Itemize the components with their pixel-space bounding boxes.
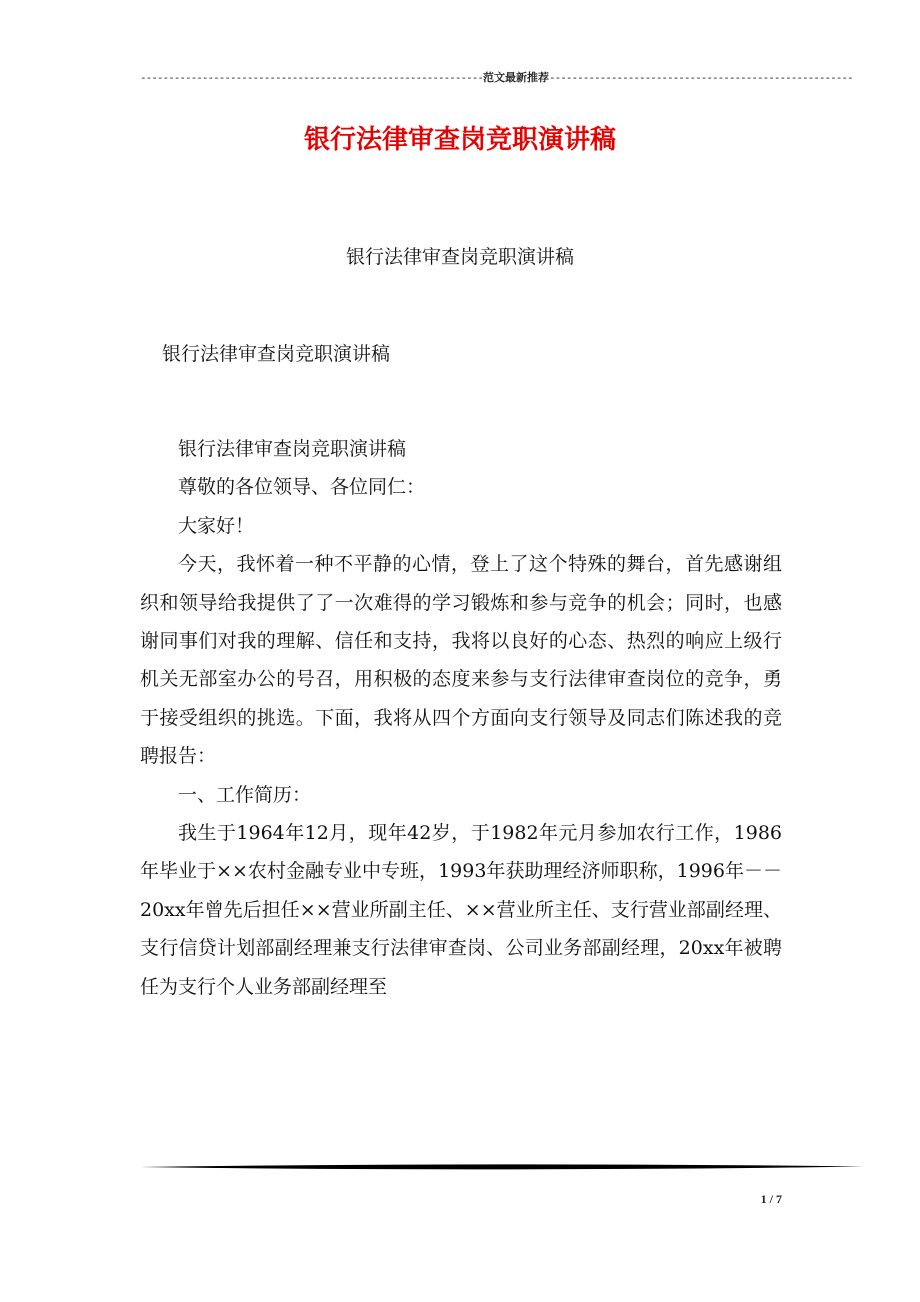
document-title: 银行法律审查岗竞职演讲稿 [303, 125, 616, 155]
document-body [140, 430, 782, 1006]
body-paragraph: 银行法律审查岗竞职演讲稿 [178, 438, 407, 460]
header-left-dashes: ------------------------------------------------------------- [140, 71, 483, 84]
body-paragraph: 今天，我怀着一种不平静的心情，登上了这个特殊的舞台，首先感谢组织和领导给我提供了了一次难得的学习锻炼和参与竞争的机会；同时，也感谢同事们对我的理解、信任和支持，我将以良好的心态、热烈的响应上级行机关无部室办公的号召，用积极的态度来参与支行法律审查岗位的竞争，勇于接受组织的挑选。下面，我将从四个方面向支行领导及同志们陈述我的竞聘报告： [140, 553, 782, 768]
document-subtitle: 银行法律审查岗竞职演讲稿 [345, 246, 574, 268]
header-label: 范文最新推荐 [482, 71, 549, 84]
footer-rule [140, 1163, 864, 1171]
header-right-dashes: ------------------------------------------------------ [548, 71, 853, 84]
body-paragraph: 尊敬的各位领导、各位同仁： [178, 476, 426, 499]
page-number: 1 / 7 [760, 1192, 782, 1206]
body-paragraph: 我生于1964年12月，现年42岁，于1982年元月参加农行工作，1986年毕业于××农村金融专业中专班，1993年获助理经济师职称，1996年－－20xx年曾先后担任××营业所副主任、××营业所主任、支行营业部副经理、支行信贷计划部副经理兼支行法律审查岗、公司业务部副经理，20xx年被聘任为支行个人业务部副经理至 [140, 822, 782, 998]
intro-line: 银行法律审查岗竞职演讲稿 [162, 343, 391, 365]
page-header [140, 68, 853, 88]
body-paragraph: 一、工作简历： [178, 783, 312, 806]
body-paragraph: 大家好！ [178, 514, 255, 537]
